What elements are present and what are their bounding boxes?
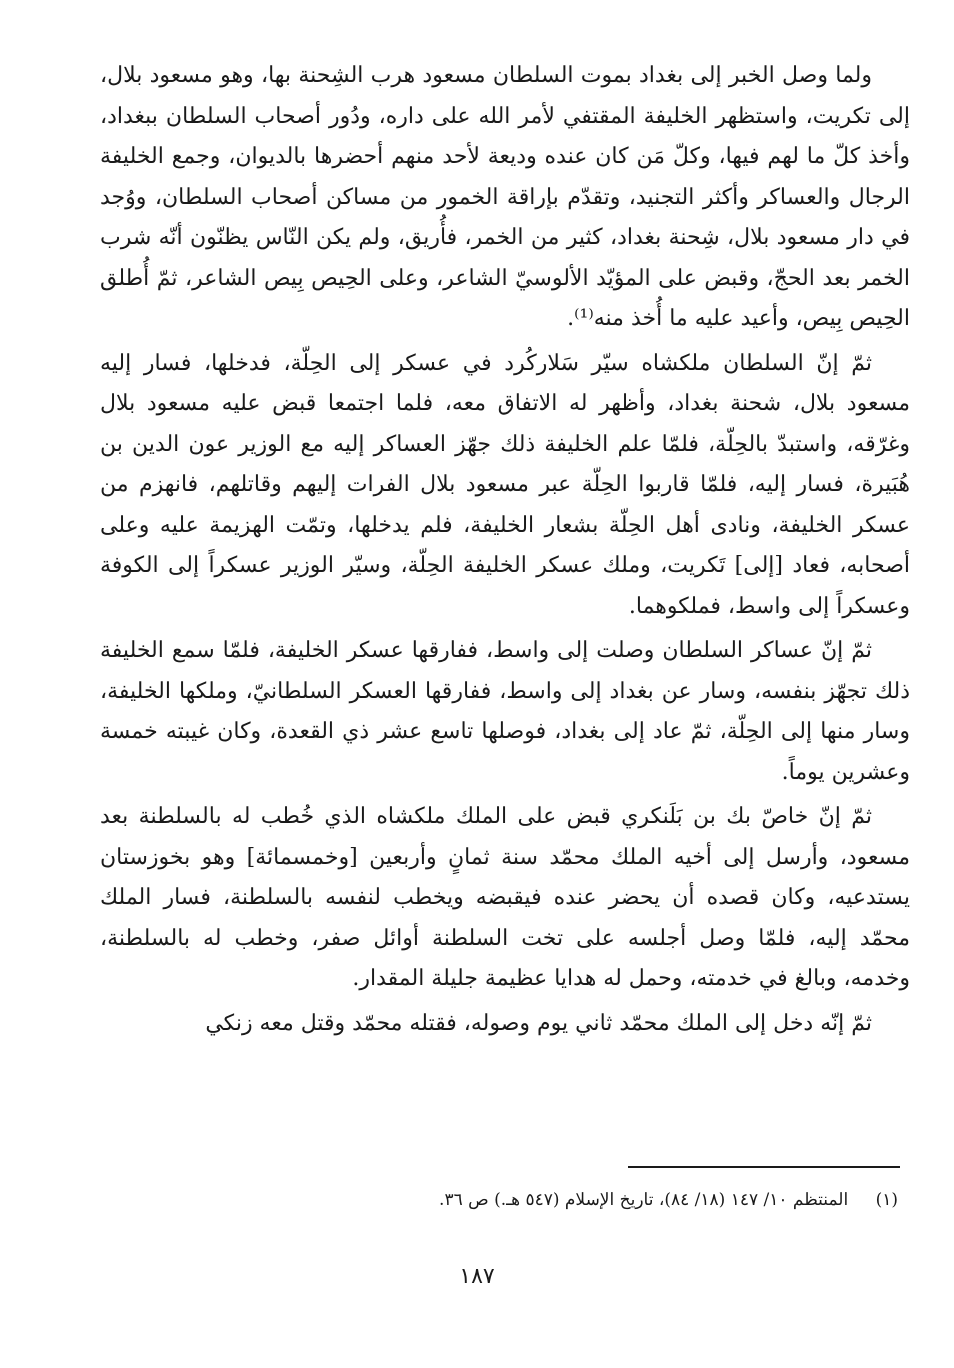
paragraph-3: ثمّ إنّ عساكر السلطان وصلت إلى واسط، ففارقها عسكر الخليفة، فلمّا سمع الخليفة ذلك تجهّز بنفسه، وسار عن بغداد إلى واسط، ففارقها العسكر السلطانيّ، وملكها الخليفة، وسار منها إلى الحِلّة، ثمّ عاد إلى بغداد، فوصلها تاسع عشر ذي القعدة، وكان غيبته خمسة وعشرين يوماً.: [100, 638, 910, 785]
paragraph-2: ثمّ إنّ السلطان ملكشاه سيّر سَلاركُرد في عسكر إلى الحِلّة، فدخلها، فسار إليه مسعود بلال، شحنة بغداد، وأظهر له الاتفاق معه، فلما اجتمعا قبض عليه مسعود بلال وغرّقه، واستبدّ بالحِلّة، فلمّا علم الخليفة ذلك جهّز العساكر إليه مع الوزير عون الدين بن هُبَيرة، فسار إليه، فلمّا قاربوا الحِلّة عبر مسعود بلال الفرات إليهم وقاتلهم، فانهزم من عسكر الخليفة، ونادى أهل الحِلّة بشعار الخليفة، فلم يدخلها، وتمّت الهزيمة عليه وعلى أصحابه، فعاد [إلى] تَكريت، وملك عسكر الخليفة الحِلّة، وسيّر الوزير عسكراً إلى الكوفة وعسكراً إلى واسط، فملكوهما.: [100, 350, 910, 619]
footnote-separator: [628, 1166, 900, 1168]
paragraph-5: ثمّ إنّه دخل إلى الملك محمّد ثاني يوم وصوله، فقتله محمّد وقتل معه زنكي: [205, 1010, 872, 1036]
paragraph-1: ولما وصل الخبر إلى بغداد بموت السلطان مسعود هرب الشِحنة بها، وهو مسعود بلال، إلى تكريت، واستظهر الخليفة المقتفي لأمر الله على داره، ودُور أصحاب السلطان ببغداد، وأخذ كلّ ما لهم فيها، وكلّ مَن كان عنده وديعة لأحد منهم أحضرها بالديوان، وجمع الخليفة الرجال والعساكر وأكثر التجنيد، وتقدّم بإراقة الخمور من مساكن أصحاب السلطان، ووُجد في دار مسعود بلال، شِحنة بغداد، كثير من الخمر، فأُريق، ولم يكن النّاس يظنّون أنّه شرب الخمر بعد الحجّ، وقبض على المؤيّد الألوسيّ الشاعر، وعلى الحِيص بِيص الشاعر، ثمّ أُطلق الحِيص بِيص، وأعيد عليه ما أُخذ منه⁽¹⁾.: [100, 63, 910, 331]
page-number: ١٨٧: [459, 1264, 495, 1289]
footnote-text: المنتظم ١٠/ ١٤٧ (١٨/ ٨٤)، تاريخ الإسلام (٥٤٧ هـ.) ص ٣٦.: [439, 1190, 849, 1210]
main-text: [100, 56, 910, 1048]
footnote-number: (١): [875, 1190, 898, 1210]
footnote: [100, 1186, 898, 1214]
paragraph-4: ثمّ إنّ خاصّ بك بن بَلَنكري قبض على الملك ملكشاه الذي خُطب له بالسلطنة بعد مسعود، وأرسل إلى أخيه الملك محمّد سنة ثمانٍ وأربعين [وخمسمائة] وهو بخوزستان يستدعيه، وكان قصده أن يحضر عنده فيقبضه ويخطب لنفسه بالسلطنة، فسار الملك محمّد إليه، فلمّا وصل أجلسه على تخت السلطنة أوائل صفر، وخطب له بالسلطنة، وخدمه، وبالغ في خدمته، وحمل له هدايا عظيمة جليلة المقدار.: [100, 804, 910, 991]
